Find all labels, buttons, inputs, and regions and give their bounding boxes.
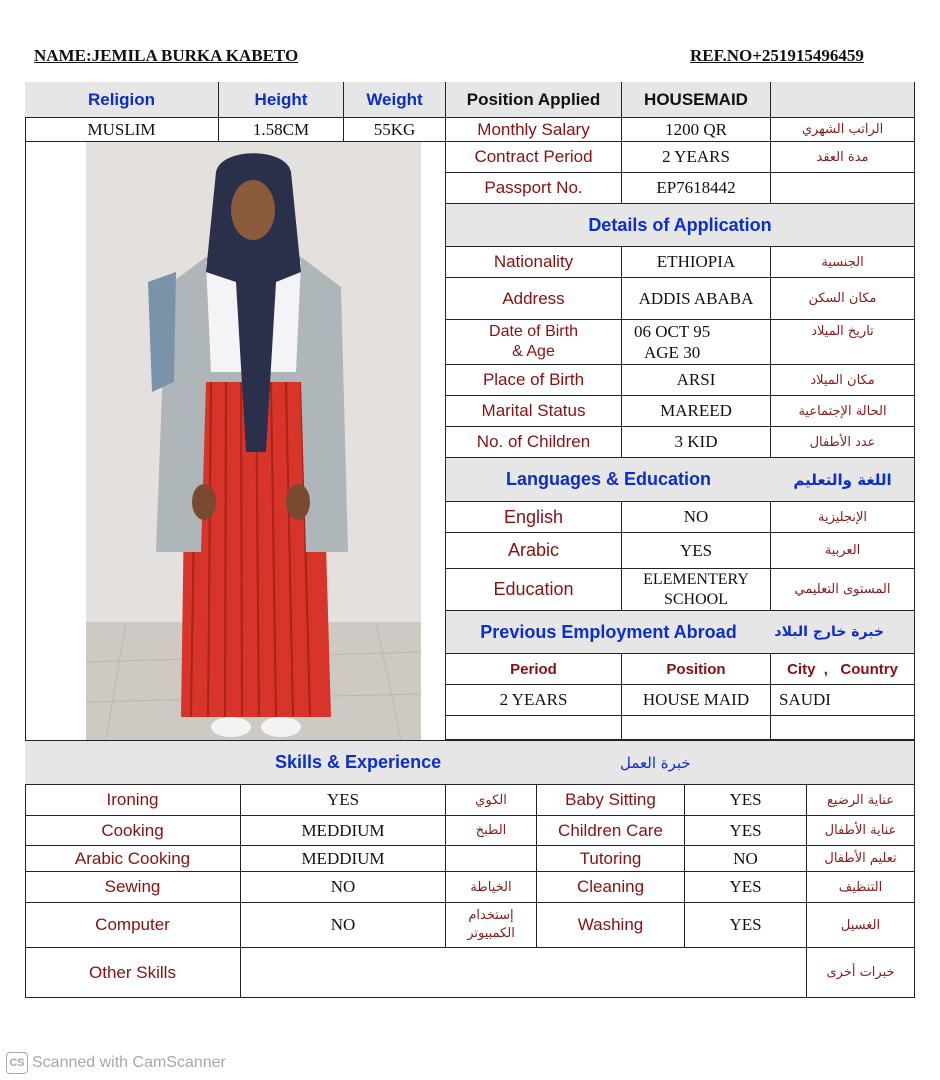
skill-left-value: NO xyxy=(241,903,446,948)
arabic-value: YES xyxy=(622,533,771,569)
employment-position-header: Position xyxy=(622,654,771,685)
height-header: Height xyxy=(219,82,344,118)
other-skills-label: Other Skills xyxy=(25,948,241,998)
education-value xyxy=(622,569,771,611)
skill-right-ar: التنظيف xyxy=(807,872,915,903)
arabic-label: Arabic xyxy=(446,533,622,569)
nationality-ar: الجنسية xyxy=(771,247,915,278)
arabic-ar: العربية xyxy=(771,533,915,569)
skill-left-ar xyxy=(446,846,537,872)
education-label: Education xyxy=(446,569,622,611)
employment-section-title-ar: خبرة خارج البلاد xyxy=(771,611,915,654)
skill-right-ar: الغسيل xyxy=(807,903,915,948)
other-skills-value xyxy=(241,948,807,998)
reference-number: REF.NO+251915496459 xyxy=(690,46,864,65)
skill-right-value: YES xyxy=(685,785,807,816)
children-ar: عدد الأطفال xyxy=(771,427,915,458)
dob-date: 06 OCT 95 xyxy=(634,322,711,341)
monthly-salary-ar: الراتب الشهري xyxy=(771,118,915,142)
passport-label: Passport No. xyxy=(446,173,622,204)
address-ar: مكان السكن xyxy=(771,278,915,320)
education-value-line1: ELEMENTERY xyxy=(643,570,749,588)
employment-section-title: Previous Employment Abroad xyxy=(446,611,771,654)
languages-section-title: Languages & Education xyxy=(446,458,771,502)
dob-label xyxy=(446,320,622,365)
skill-left-ar: الكوي xyxy=(446,785,537,816)
position-applied-label: Position Applied xyxy=(446,82,622,118)
monthly-salary-label: Monthly Salary xyxy=(446,118,622,142)
passport-ar xyxy=(771,173,915,204)
children-label: No. of Children xyxy=(446,427,622,458)
nationality-label: Nationality xyxy=(446,247,622,278)
details-section-title: Details of Application xyxy=(446,204,915,247)
children-value: 3 KID xyxy=(622,427,771,458)
place-of-birth-value: ARSI xyxy=(622,365,771,396)
camscanner-text: Scanned with CamScanner xyxy=(32,1054,226,1071)
passport-value: EP7618442 xyxy=(622,173,771,204)
employment-period-header: Period xyxy=(446,654,622,685)
weight-header: Weight xyxy=(344,82,446,118)
camscanner-watermark xyxy=(6,1052,226,1074)
skills-section-title: Skills & Experience xyxy=(275,752,442,772)
employment-empty-3 xyxy=(771,716,915,740)
skill-right-label: Cleaning xyxy=(537,872,685,903)
skill-right-value: YES xyxy=(685,816,807,846)
position-applied-ar xyxy=(771,82,915,118)
skill-right-label: Tutoring xyxy=(537,846,685,872)
skill-right-label: Washing xyxy=(537,903,685,948)
employment-empty-1 xyxy=(446,716,622,740)
skill-right-ar: تعليم الأطفال xyxy=(807,846,915,872)
photo-frame xyxy=(25,142,446,740)
english-ar: الإنجليزية xyxy=(771,502,915,533)
dob-age: AGE 30 xyxy=(644,343,701,362)
skill-right-ar: عناية الأطفال xyxy=(807,816,915,846)
skill-right-label: Children Care xyxy=(537,816,685,846)
english-value: NO xyxy=(622,502,771,533)
place-of-birth-ar: مكان الميلاد xyxy=(771,365,915,396)
height-value: 1.58CM xyxy=(219,118,344,142)
place-of-birth-label: Place of Birth xyxy=(446,365,622,396)
weight-value: 55KG xyxy=(344,118,446,142)
skills-section-header xyxy=(25,740,915,785)
skill-left-label: Cooking xyxy=(25,816,241,846)
skill-right-value: YES xyxy=(685,903,807,948)
skill-right-value: NO xyxy=(685,846,807,872)
skill-right-ar: عناية الرضيع xyxy=(807,785,915,816)
skill-right-label: Baby Sitting xyxy=(537,785,685,816)
skill-left-ar: الخياطة xyxy=(446,872,537,903)
employment-position-value: HOUSE MAID xyxy=(622,685,771,716)
skill-left-label: Ironing xyxy=(25,785,241,816)
employment-empty-2 xyxy=(622,716,771,740)
marital-status-value: MAREED xyxy=(622,396,771,427)
skill-right-value: YES xyxy=(685,872,807,903)
monthly-salary-value: 1200 QR xyxy=(622,118,771,142)
camscanner-logo-icon: CS xyxy=(6,1052,28,1074)
employment-country-header: City , Country xyxy=(771,654,915,685)
skill-left-label: Arabic Cooking xyxy=(25,846,241,872)
contract-period-ar: مدة العقد xyxy=(771,142,915,173)
skill-left-value: MEDDIUM xyxy=(241,846,446,872)
marital-status-label: Marital Status xyxy=(446,396,622,427)
skill-left-value: MEDDIUM xyxy=(241,816,446,846)
skill-left-label: Computer xyxy=(25,903,241,948)
skill-left-label: Sewing xyxy=(25,872,241,903)
skill-left-ar: الطبخ xyxy=(446,816,537,846)
nationality-value: ETHIOPIA xyxy=(622,247,771,278)
english-label: English xyxy=(446,502,622,533)
education-value-line2: SCHOOL xyxy=(663,590,728,608)
candidate-name: NAME:JEMILA BURKA KABETO xyxy=(34,46,299,65)
dob-label-line2: & Age xyxy=(512,343,555,360)
other-skills-ar: خبرات أخرى xyxy=(807,948,915,998)
dob-ar: تاريخ الميلاد xyxy=(771,320,915,365)
skill-left-value: YES xyxy=(241,785,446,816)
position-applied-value: HOUSEMAID xyxy=(622,82,771,118)
employment-country-value: SAUDI xyxy=(771,685,915,716)
contract-period-label: Contract Period xyxy=(446,142,622,173)
dob-label-line1: Date of Birth xyxy=(489,323,578,340)
address-value: ADDIS ABABA xyxy=(622,278,771,320)
languages-section-title-ar: اللغة والتعليم xyxy=(771,458,915,502)
employment-period-value: 2 YEARS xyxy=(446,685,622,716)
skill-left-value: NO xyxy=(241,872,446,903)
address-label: Address xyxy=(446,278,622,320)
education-ar: المستوى التعليمي xyxy=(771,569,915,611)
religion-header: Religion xyxy=(25,82,219,118)
marital-status-ar: الحالة الإجتماعية xyxy=(771,396,915,427)
skills-section-title-ar: خبرة العمل xyxy=(620,753,691,772)
dob-value xyxy=(622,320,771,365)
contract-period-value: 2 YEARS xyxy=(622,142,771,173)
religion-value: MUSLIM xyxy=(25,118,219,142)
skill-left-ar: إستخدام الكمبيوتر xyxy=(446,903,537,948)
